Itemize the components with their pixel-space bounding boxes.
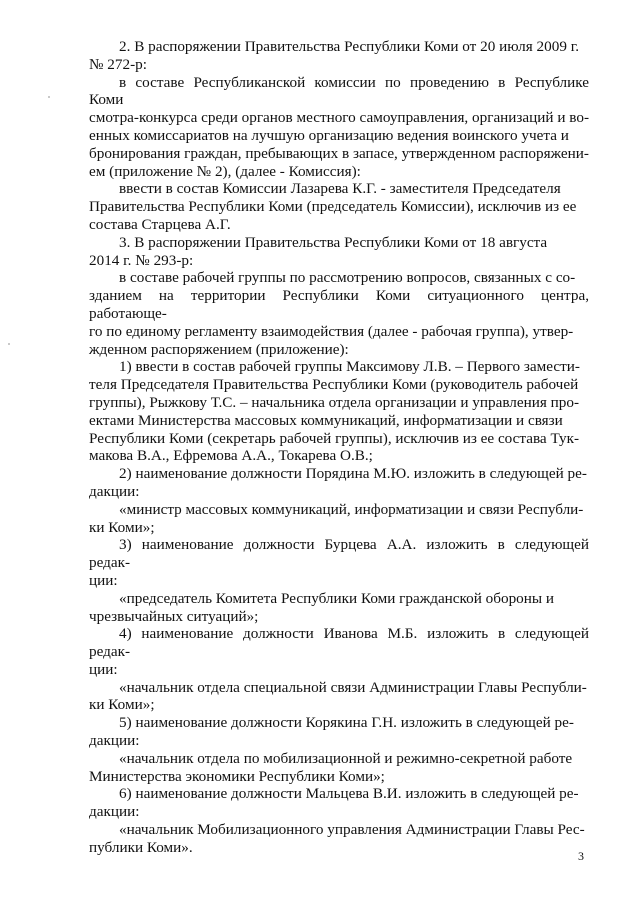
paragraph: 2) наименование должности Порядина М.Ю. изложить в следующей ре- дакции: <box>89 465 587 500</box>
paragraph: «председатель Комитета Республики Коми гражданской обороны и чрезвычайных ситуаций»; <box>89 589 555 625</box>
paragraph: «министр массовых коммуникаций, информатизации и связи Республи- ки Коми»; <box>89 500 584 536</box>
paragraph: ввести в состав Комиссии Лазарева К.Г. - заместителя Председателя Правительства Республики Коми (председатель Комиссии), исключив из ее состава Старцева А.Г. <box>89 180 577 233</box>
paragraph: 1) ввести в состав рабочей группы Максимову Л.В. – Первого замести- теля Председателя Правительства Республики Коми (руководитель рабочей группы), Рыжкову Т.С. – начальника отдела организации и управления про- ектами Министерства массовых коммуникаций, информатизации и связи Республики Коми (секретарь рабочей группы), исключив из ее состава Тук- макова В.А., Ефремова А.А., Токарева О.В.; <box>89 358 580 465</box>
paragraph: «начальник Мобилизационного управления Администрации Главы Рес- публики Коми». <box>89 821 585 856</box>
paragraph: 2. В распоряжении Правительства Республики Коми от 20 июля 2009 г. № 272-р: <box>89 38 580 73</box>
paragraph: в составе Республиканской комиссии по проведению в Республике Коми смотра-конкурса среди органов местного самоуправления, организаций и во- енных комиссариатов на лучшую организацию ведения воинского учета и бронирования граждан, пребывающих в запасе, утвержденном распоряжени- ем (приложение № 2), (далее - Комиссия): <box>89 73 589 180</box>
scan-speck <box>8 343 10 345</box>
paragraph: 3) наименование должности Бурцева А.А. изложить в следующей редак- ции: <box>89 536 589 589</box>
paragraph: 3. В распоряжении Правительства Республики Коми от 18 августа 2014 г. № 293-р: <box>89 233 548 269</box>
paragraph: 6) наименование должности Мальцева В.И. изложить в следующей ре- дакции: <box>89 785 579 821</box>
scan-speck <box>48 96 50 98</box>
paragraph: «начальник отдела по мобилизационной и режимно-секретной работе Министерства экономики Республики Коми»; <box>89 749 573 785</box>
paragraph: «начальник отдела специальной связи Администрации Главы Республи- ки Коми»; <box>89 678 587 714</box>
paragraph: 4) наименование должности Иванова М.Б. изложить в следующей редак- ции: <box>89 625 589 678</box>
paragraph: 5) наименование должности Корякина Г.Н. изложить в следующей ре- дакции: <box>89 714 574 750</box>
document-body <box>89 38 589 857</box>
paragraph: в составе рабочей группы по рассмотрению вопросов, связанных с со- зданием на территории Республики Коми ситуационного центра, работающе- го по единому регламенту взаимодействия (далее - рабочая группа), утвер- жденном распоряжением (приложение): <box>89 269 589 358</box>
page-number: 3 <box>578 849 584 863</box>
